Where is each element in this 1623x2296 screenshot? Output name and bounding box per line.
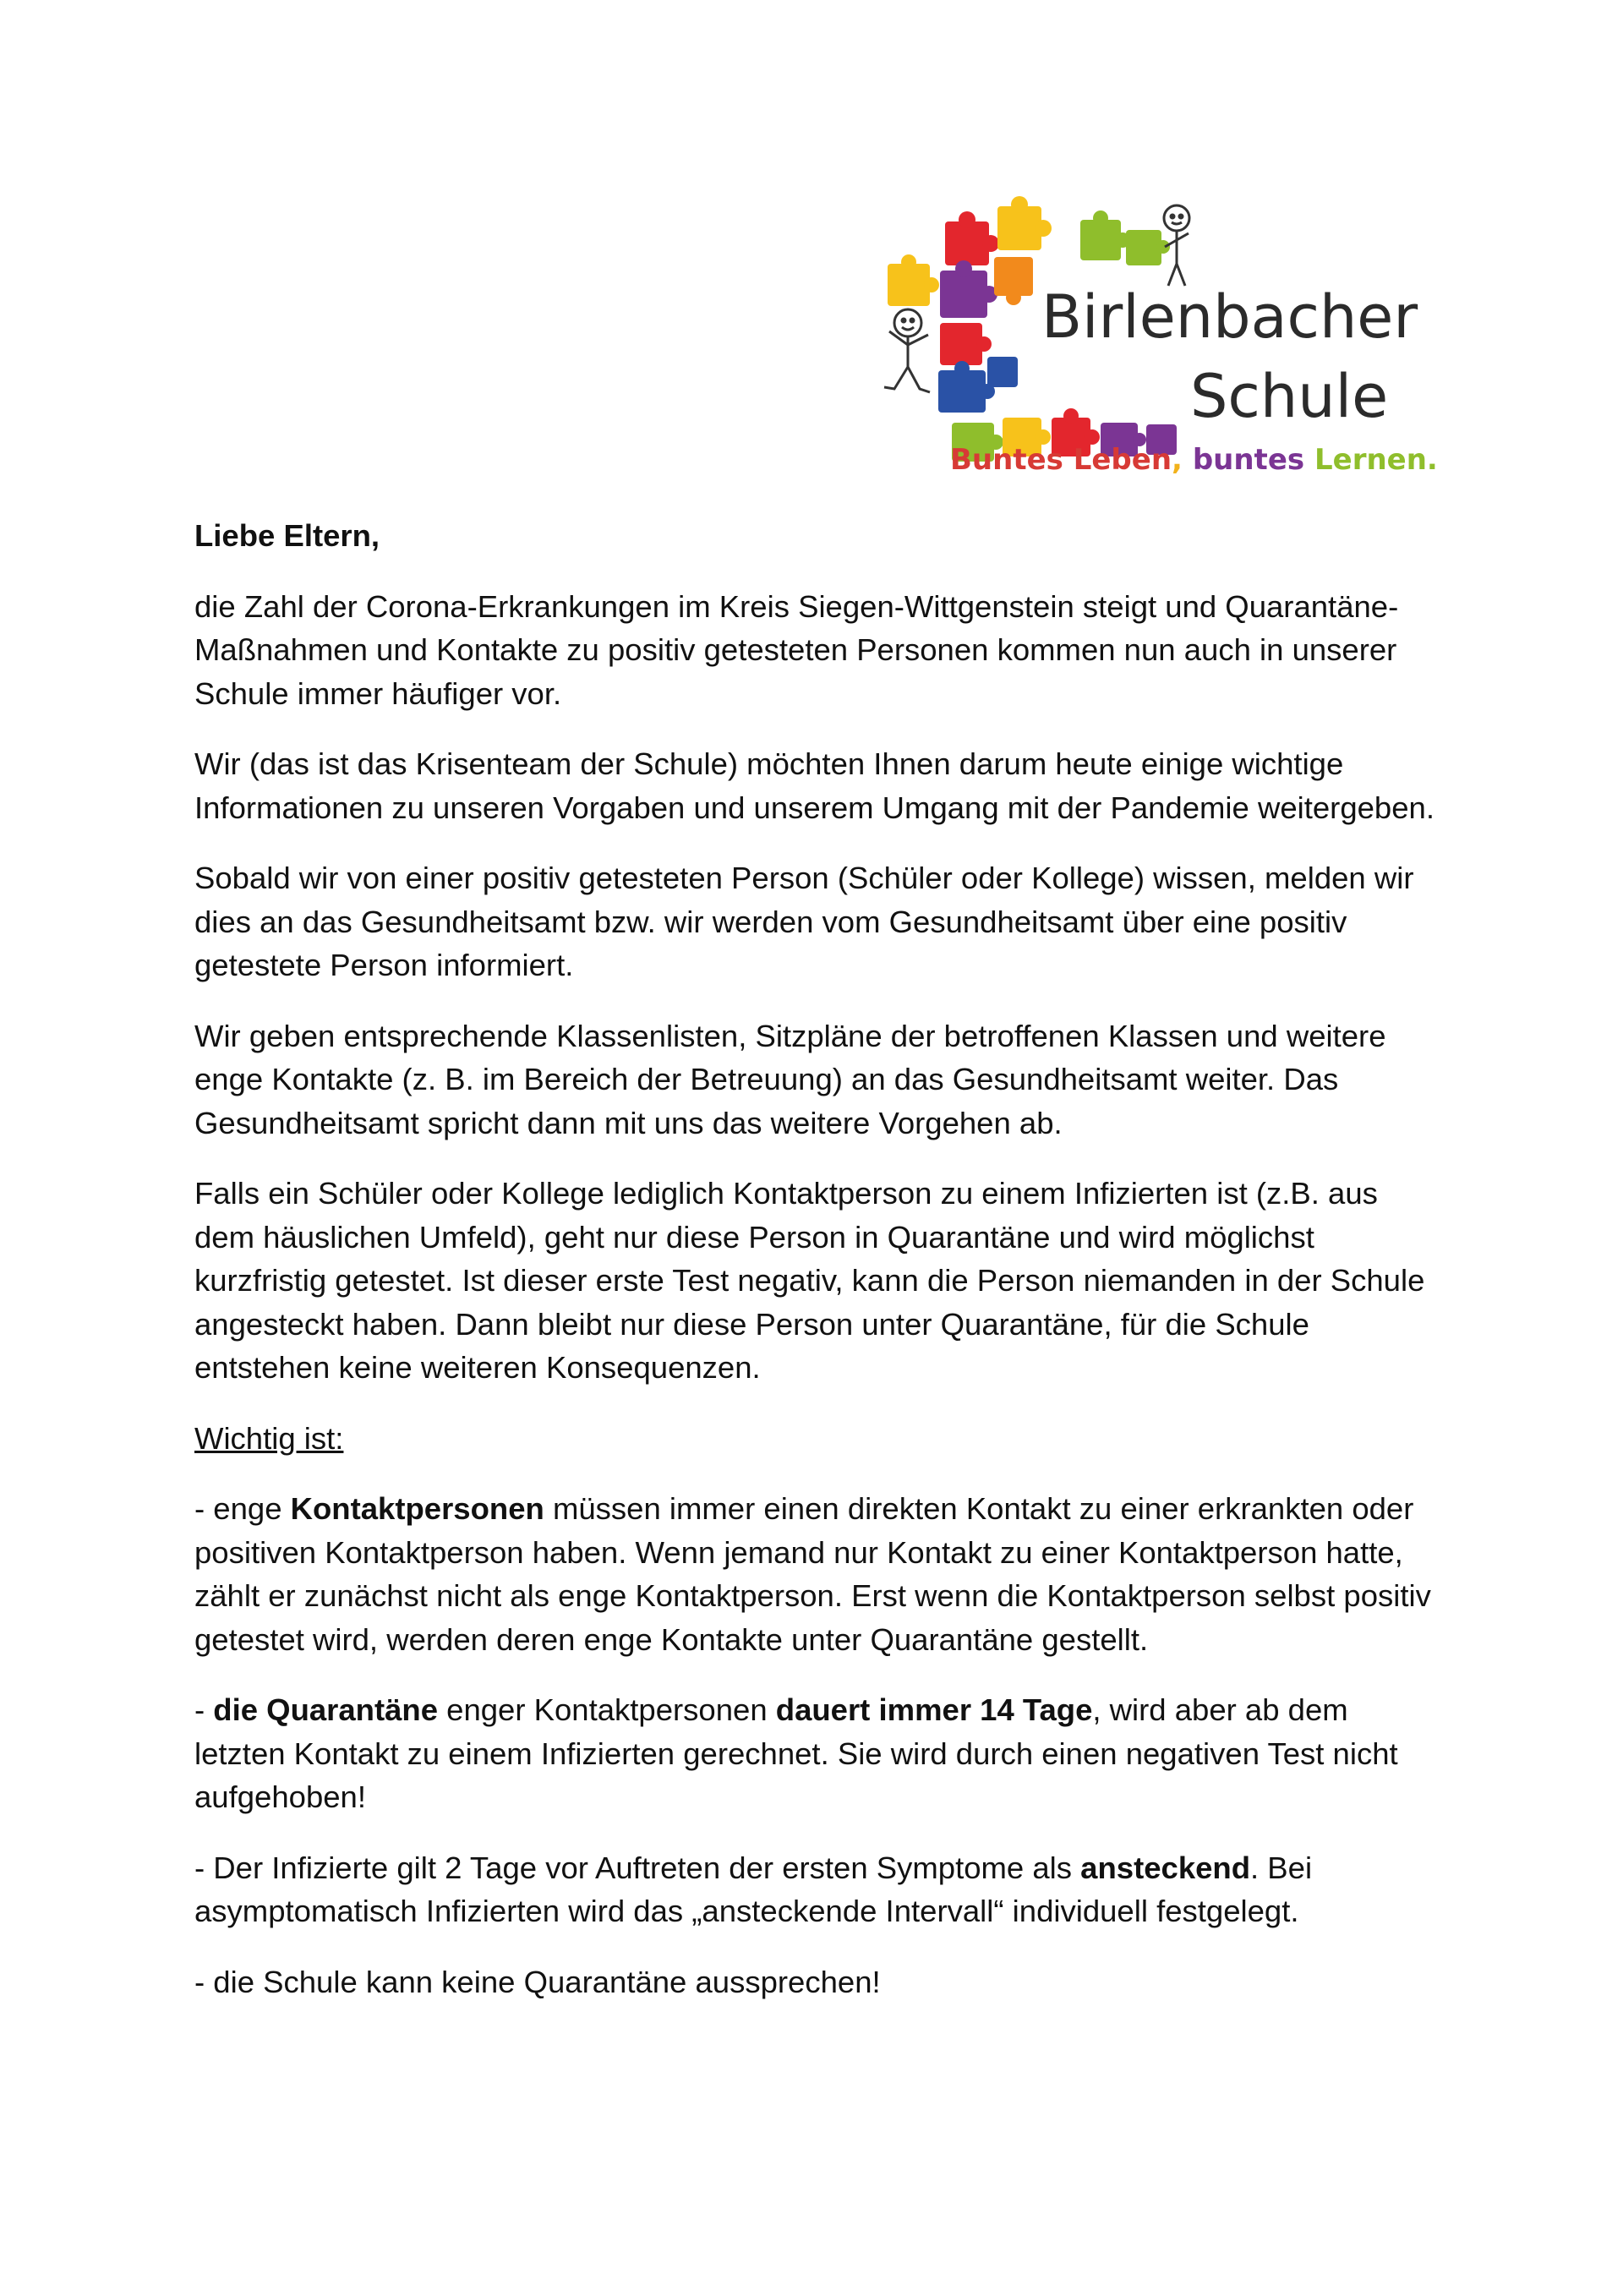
- bullet-4: - die Schule kann keine Quarantäne aussprechen!: [194, 1964, 881, 1999]
- stick-figure-left: [884, 309, 930, 392]
- paragraph-2: Wir (das ist das Krisenteam der Schule) möchten Ihnen darum heute einige wichtige Informationen zu unseren Vorgaben und unserem Umgang mit der Pandemie weitergeben.: [194, 746, 1434, 825]
- puzzle-piece-red-2: [940, 323, 992, 365]
- bullet-3: - Der Infizierte gilt 2 Tage vor Auftreten der ersten Symptome als ansteckend. Bei asymptomatisch Infizierten wird das „ansteckende Intervall“ individuell festgelegt.: [194, 1850, 1313, 1928]
- tagline-part1: Buntes Leben: [950, 443, 1172, 477]
- puzzle-piece-green-2: [1126, 230, 1170, 265]
- letter-body: [194, 514, 1445, 2031]
- tagline-part2: buntes: [1192, 443, 1305, 477]
- school-name-line2: Schule: [1190, 362, 1389, 431]
- tagline-comma: ,: [1172, 443, 1183, 477]
- school-logo: [879, 196, 1438, 484]
- paragraph-5: Falls ein Schüler oder Kollege lediglich Kontaktperson zu einem Infizierten ist (z.B. aus dem häuslichen Umfeld), geht nur diese Person in Quarantäne und wird möglichst kurzfristig getestet. Ist dieser erste Test negativ, kann die Person niemanden in der Schule angesteckt haben. Dann bleibt nur diese Person unter Quarantäne, für die Schule entstehen keine weiteren Konsequenzen.: [194, 1176, 1425, 1385]
- school-tagline: [950, 443, 1438, 477]
- puzzle-piece-red-1: [945, 211, 999, 265]
- puzzle-piece-blue-2: [987, 357, 1018, 387]
- paragraph-1: die Zahl der Corona-Erkrankungen im Kreis Siegen-Wittgenstein steigt und Quarantäne-Maßnahmen und Kontakte zu positiv getesteten Personen kommen nun auch in unserer Schule immer häufiger vor.: [194, 588, 1399, 711]
- puzzle-piece-orange-1: [994, 257, 1033, 305]
- bullet-1: - enge Kontaktpersonen müssen immer einen direkten Kontakt zu einer erkrankten oder positiven Kontaktperson haben. Wenn jemand nur Kontakt zu einer Kontaktperson hatte, zählt er zunächst nicht als enge Kontaktperson. Erst wenn die Kontaktperson selbst positiv getestet wird, werden deren enge Kontakte unter Quarantäne gestellt.: [194, 1491, 1431, 1657]
- stick-figure-right: [1164, 205, 1189, 286]
- puzzle-piece-purple-1: [940, 260, 997, 318]
- salutation: Liebe Eltern,: [194, 518, 380, 553]
- puzzle-piece-yellow-1: [997, 196, 1052, 250]
- puzzle-piece-green-1: [1080, 210, 1130, 260]
- puzzle-piece-yellow-2: [888, 254, 939, 306]
- bullet-2: - die Quarantäne enger Kontaktpersonen dauert immer 14 Tage, wird aber ab dem letzten Kontakt zu einem Infizierten gerechnet. Sie wird durch einen negativen Test nicht aufgehoben!: [194, 1692, 1398, 1814]
- tagline-part3: Lernen.: [1314, 443, 1438, 477]
- paragraph-4: Wir geben entsprechende Klassenlisten, Sitzpläne der betroffenen Klassen und weitere enge Kontakte (z. B. im Bereich der Betreuung) an das Gesundheitsamt weiter. Das Gesundheitsamt spricht dann mit uns das weitere Vorgehen ab.: [194, 1018, 1386, 1140]
- puzzle-piece-blue-1: [938, 361, 995, 413]
- paragraph-3: Sobald wir von einer positiv getesteten Person (Schüler oder Kollege) wissen, melden wir dies an das Gesundheitsamt bzw. wir werden vom Gesundheitsamt über eine positiv getestete Person informiert.: [194, 861, 1414, 982]
- school-name-line1: Birlenbacher: [1041, 282, 1418, 352]
- important-heading: Wichtig ist:: [194, 1420, 344, 1456]
